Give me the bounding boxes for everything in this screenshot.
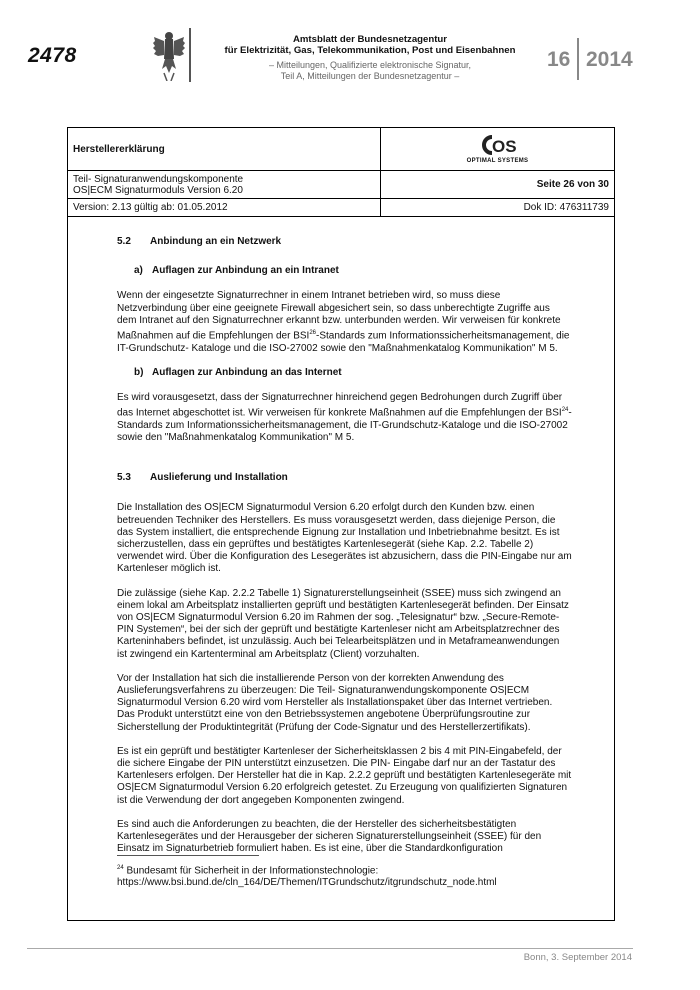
footnote-number: 24 (117, 865, 124, 871)
paragraph-text-cont: -Standards zum Informationssicherheitsmanagement, die IT-Grundschutz-Kataloge und die ISO-27002 sowie den "Maßnahmenkatalog Kommunikation" M 5. (117, 407, 572, 443)
declaration-heading: Herstellererklärung (68, 128, 381, 171)
paragraph-intranet (117, 290, 572, 354)
header-divider (189, 28, 191, 82)
footnote-separator (117, 855, 259, 856)
section-5-2-heading (117, 236, 572, 248)
paragraph-text-cont: -Standards zum Informationssicherheitsmanagement, die IT-Grundschutz- Kataloge und die ISO-27002 sowie den "Maßnahmenkatalog Kommunikation" M 5. (117, 330, 570, 354)
section-title: Anbindung an ein Netzwerk (150, 236, 282, 247)
section-5-3-heading (117, 472, 572, 484)
issue-number: 16 (547, 48, 571, 71)
issue-year: 2014 (586, 48, 633, 71)
paragraph-installation-3: Vor der Installation hat sich die installierende Person von der korrekten Anwendung des Auslieferungsverfahrens zu überzeugen: Die Teil- Signaturanwendungskomponente OS|ECM Signaturmodul Version 6.20 wird vom Hersteller als Installationspaket über das Internet vertrieben. Das Produkt unterstützt eine von den Betriebssystemen angebotene Überprüfungsroutine zur Sicherstellung der Produktintegrität (Prüfung der Code-Signatur und des Herstellerzertifikats). (117, 672, 553, 733)
subsection-number: b) (134, 366, 144, 378)
footnote-ref: 26 (309, 330, 317, 337)
journal-subtitle-line1: – Mitteilungen, Qualifizierte elektronische Signatur, (268, 60, 472, 70)
publication-date: Bonn, 3. September 2014 (523, 952, 632, 963)
footnote-url: https://www.bsi.bund.de/cln_164/DE/Themen/ITGrundschutz/itgrundschutz_node.html (117, 877, 497, 889)
os-logo-icon (478, 134, 518, 156)
subsection-a-heading (117, 265, 572, 277)
subsection-title: Auflagen zur Anbindung an das Internet (152, 366, 342, 378)
section-number: 5.3 (117, 472, 131, 484)
footnote-ref: 24 (561, 407, 569, 414)
vendor-logo (381, 128, 615, 171)
paragraph-installation-4: Es ist ein geprüft und bestätigter Kartenleser der Sicherheitsklassen 2 bis 4 mit PIN-Eingabefeld, der die sichere Eingabe der PIN unterstützt einzusetzen. Die PIN- Eingabe darf nur an der Tastatur des Kartenlesers erfolgen. Der Hersteller hat die in Kap. 2.2.2 geprüft und bestätigten Kartenlesegeräte mit OS|ECM Signaturmodul Version 6.20 erfolgreich getestet. Zu Erzeugung von qualifizierten Signaturen ist die Verwendung der dort angegeben Komponenten zwingend. (117, 745, 572, 806)
section-number: 5.2 (117, 236, 131, 247)
page-number: 2478 (28, 44, 77, 67)
version-info: Version: 2.13 gültig ab: 01.05.2012 (68, 199, 381, 217)
federal-eagle-icon (152, 29, 186, 81)
footnote-text: Bundesamt für Sicherheit in der Informationstechnologie: (123, 865, 379, 877)
document-body (117, 236, 572, 855)
journal-title-line1: Amtsblatt der Bundesnetzagentur (292, 34, 448, 45)
journal-title (205, 34, 535, 56)
journal-subtitle-line2: Teil A, Mitteilungen der Bundesnetzagentur – (280, 70, 460, 81)
subsection-number: a) (134, 265, 143, 277)
section-title: Auslieferung und Installation (150, 472, 288, 484)
footnote (117, 862, 577, 889)
paragraph-text: Wenn der eingesetzte Signaturrechner in einem Intranet betrieben wird, so muss diese Netzverbindung über eine geeignete Firewall abgesichert sein, so dass unberechtigte Zugriffe aus dem Intranet auf den Signaturrechner erkannt bzw. unterbunden werden. Wir verweisen für konkrete Maßnahmen auf die Empfehlungen der BSI (117, 290, 561, 342)
issue-divider (577, 38, 579, 80)
product-name (68, 171, 381, 199)
product-name-line1: Teil- Signaturanwendungskomponente (73, 173, 244, 185)
paragraph-text: Es wird vorausgesetzt, dass der Signaturrechner hinreichend gegen Bedrohungen durch Zugriff über das Internet abgeschottet ist. Wir verweisen für konkrete Maßnahmen auf die Empfehlungen der BSI (117, 391, 563, 419)
paragraph-internet (117, 392, 572, 444)
product-name-line2: OS|ECM Signaturmoduls Version 6.20 (73, 184, 243, 196)
subsection-title: Auflagen zur Anbindung an ein Intranet (152, 265, 339, 277)
logo-text: OPTIMAL SYSTEMS (466, 158, 529, 164)
document-id: Dok ID: 476311739 (381, 199, 615, 217)
page-of: Seite 26 von 30 (381, 171, 615, 199)
paragraph-installation-1: Die Installation des OS|ECM Signaturmodul Version 6.20 erfolgt durch den Kunden bzw. einen betreuenden Techniker des Herstellers. Es muss vorausgesetzt werden, dass diejenige Person, die das System installiert, die entsprechende Eignung zur Installation und Inbetriebnahme besitzt. Es ist sicherzustellen, dass ein geprüftes und bestätigtes Kartenlesegerät (siehe Kap. 2.2. Tabelle 2) verwendet wird. Über die Konfiguration des Lesegerätes ist abzusichern, dass die PIN-Eingabe nur am Kartenleser möglich ist. (117, 502, 572, 575)
journal-title-line2: für Elektrizität, Gas, Telekommunikation, Post und Eisenbahnen (224, 45, 516, 56)
subsection-b-heading (117, 367, 572, 379)
paragraph-installation-2: Die zulässige (siehe Kap. 2.2.2 Tabelle 1) Signaturerstellungseinheit (SSEE) muss sich zwingend an einem lokal am Arbeitsplatz installierten geprüft und bestätigten Kartenlesegerät befinden. Der Einsatz von OS|ECM Signaturmodul Version 6.20 im Rahmen der sog. „Telesignatur“ bzw. „Secure-Remote-PIN Systemen“, bei der sich der geprüft und bestätigte Kartenleser nicht am Arbeitsplatzrechner des Karteninhabers befindet, ist unzulässig. Auch bei Telearbeitsplätzen und in Metaframeanwendungen ist zwingend ein Kartenterminal am Arbeitsplatz (Client) vorzuhalten. (117, 587, 569, 660)
footer-divider (27, 948, 633, 949)
logo-mark: OS (491, 137, 517, 156)
document-header-table (67, 127, 615, 217)
journal-subtitle (205, 60, 535, 81)
paragraph-installation-5: Es sind auch die Anforderungen zu beachten, die der Hersteller des sicherheitsbestätigten Kartenlesegerätes und der Herausgeber der sicheren Signaturerstellungseinheit (SSEE) für den Einsatz im Signaturbetrieb formuliert haben. Es ist eine, über die Standardkonfiguration (117, 818, 542, 855)
